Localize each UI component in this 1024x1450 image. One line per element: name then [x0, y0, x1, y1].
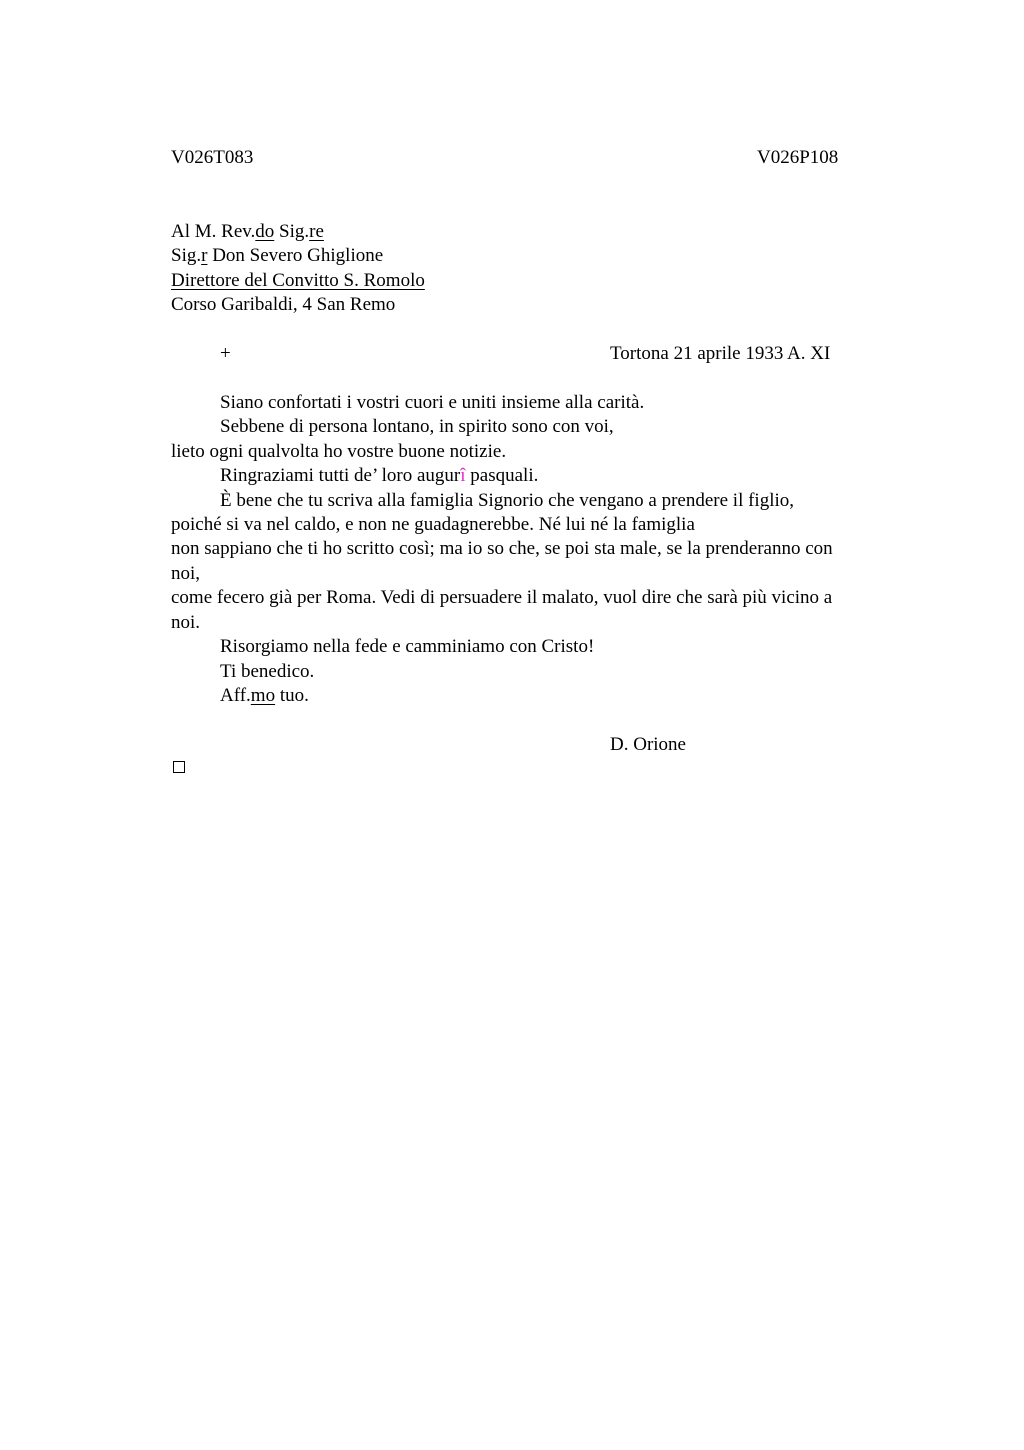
closing-c: tuo. — [275, 685, 309, 706]
signature: D. Orione — [610, 734, 686, 755]
address-line-1-c: Sig. — [274, 221, 310, 242]
place-date: Tortona 21 aprile 1933 A. XI — [610, 343, 831, 364]
square-outline-icon — [173, 761, 185, 773]
body-paragraph-1: Siano confortati i vostri cuori e uniti insieme alla carità. — [220, 392, 645, 413]
body-paragraph-6: Ti benedico. — [220, 661, 315, 682]
address-line-1-sup-do: do — [255, 221, 275, 242]
body-paragraph-4-line-6: noi. — [171, 612, 201, 633]
address-line-3: Direttore del Convitto S. Romolo — [171, 270, 425, 291]
body-paragraph-3 — [220, 464, 538, 489]
body-paragraph-4-line-2: poiché si va nel caldo, e non ne guadagnerebbe. Né lui né la famiglia — [171, 514, 695, 535]
highlighted-character: î — [460, 465, 466, 486]
body-paragraph-4-line-4: noi, — [171, 563, 201, 584]
body-paragraph-4-line-5: come fecero già per Roma. Vedi di persuadere il malato, vuol dire che sarà più vicino a — [171, 587, 833, 608]
body-paragraph-5: Risorgiamo nella fede e camminiamo con Cristo! — [220, 636, 595, 657]
document-code-right: V026P108 — [757, 147, 839, 168]
address-line-2-sup-r: r — [201, 245, 208, 266]
closing-line — [220, 684, 309, 709]
address-line-2-a: Sig. — [171, 245, 202, 266]
address-line-4: Corso Garibaldi, 4 San Remo — [171, 294, 396, 315]
address-line-1-sup-re: re — [309, 221, 324, 242]
address-line-1 — [171, 220, 324, 245]
cross-mark: + — [220, 343, 231, 364]
address-line-1-a: Al M. Rev. — [171, 221, 256, 242]
body-paragraph-4-line-1: È bene che tu scriva alla famiglia Signorio che vengano a prendere il figlio, — [220, 490, 795, 511]
document-code-left: V026T083 — [171, 147, 254, 168]
body-paragraph-3-b: pasquali. — [465, 465, 539, 486]
body-paragraph-4-line-3: non sappiano che ti ho scritto così; ma io so che, se poi sta male, se la prenderanno con — [171, 538, 833, 559]
closing-sup-mo: mo — [250, 685, 276, 706]
body-paragraph-3-a: Ringraziami tutti de’ loro augur — [220, 465, 461, 486]
closing-a: Aff. — [220, 685, 251, 706]
address-line-2 — [171, 244, 383, 269]
body-paragraph-2-line-2: lieto ogni qualvolta ho vostre buone notizie. — [171, 441, 507, 462]
address-line-2-c: Don Severo Ghiglione — [207, 245, 384, 266]
body-paragraph-2-line-1: Sebbene di persona lontano, in spirito sono con voi, — [220, 416, 614, 437]
